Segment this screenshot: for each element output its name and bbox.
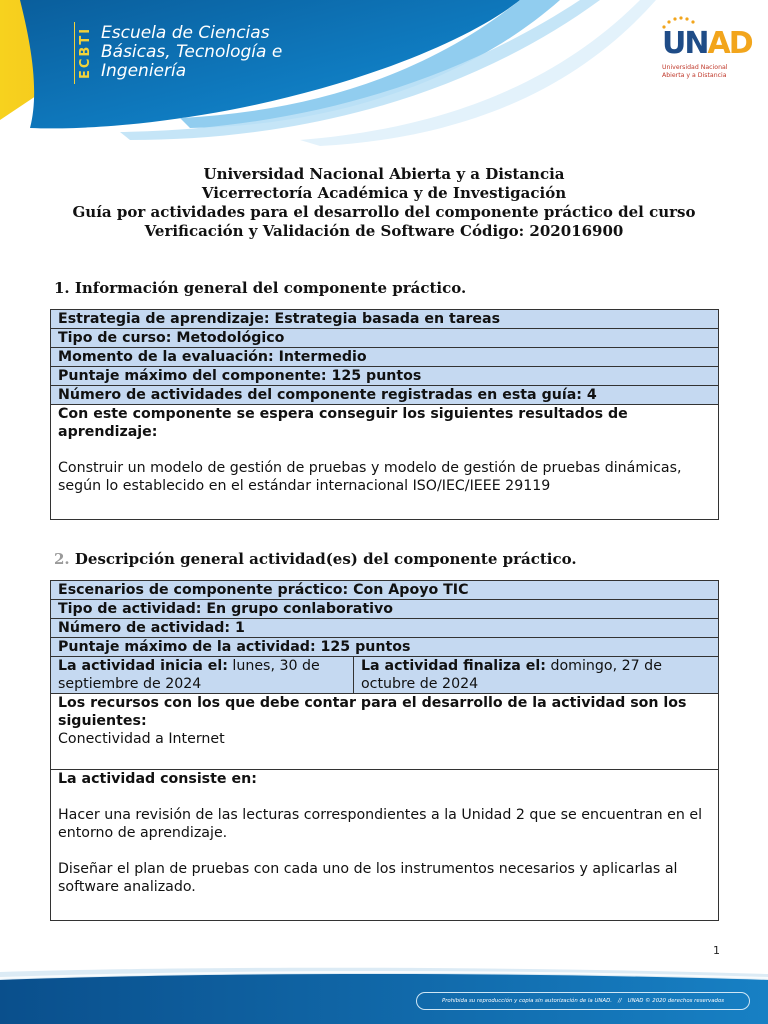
school-name <box>101 24 282 81</box>
section-number: 2. <box>54 550 70 568</box>
footer-copyright: UNAD © 2020 derechos reservados <box>627 998 725 1004</box>
activity-label: La actividad consiste en: <box>58 771 257 787</box>
activity-paragraph: Diseñar el plan de pruebas con cada uno de los instrumentos necesarios y aplicarlas al software analizado. <box>58 861 678 895</box>
footer-notice <box>416 992 750 1010</box>
school-name-line: Escuela de Ciencias <box>101 23 270 43</box>
header-banner <box>0 0 768 150</box>
table-cell: Estrategia de aprendizaje: Estrategia basada en tareas <box>51 310 719 329</box>
section-title: Descripción general actividad(es) del componente práctico. <box>74 550 577 568</box>
table-row <box>51 600 719 619</box>
table-row <box>51 581 719 600</box>
start-date-label: La actividad inicia el: <box>58 658 228 674</box>
title-line: Guía por actividades para el desarrollo del componente práctico del curso <box>72 203 696 221</box>
table-row <box>51 657 719 694</box>
learning-outcomes-label: Con este componente se espera conseguir los siguientes resultados de aprendizaje: <box>58 406 628 440</box>
table-row <box>51 386 719 405</box>
activity-paragraph: Hacer una revisión de las lecturas correspondientes a la Unidad 2 que se encuentran en el entorno de aprendizaje. <box>58 807 703 841</box>
resources-label: Los recursos con los que debe contar para el desarrollo de la actividad son los siguientes: <box>58 695 687 729</box>
learning-outcomes-text: Construir un modelo de gestión de pruebas y modelo de gestión de pruebas dinámicas, según lo establecido en el estándar internacional ISO/IEC/IEEE 29119 <box>58 460 682 494</box>
end-date-cell <box>354 657 719 694</box>
section-2-heading <box>54 550 577 568</box>
table-row <box>51 348 719 367</box>
document-title <box>40 165 728 241</box>
section-1-heading: 1. Información general del componente práctico. <box>54 279 467 297</box>
title-line: Verificación y Validación de Software Código: 202016900 <box>144 222 624 240</box>
school-name-line: Ingeniería <box>101 61 187 81</box>
end-date-value: domingo, 27 de octubre de 2024 <box>361 658 662 692</box>
table-cell: Escenarios de componente práctico: Con Apoyo TIC <box>51 581 719 600</box>
general-info-table <box>50 309 719 520</box>
table-cell: Número de actividades del componente registradas en esta guía: 4 <box>51 386 719 405</box>
table-row <box>51 310 719 329</box>
unad-logo <box>660 16 752 82</box>
table-cell: Tipo de actividad: En grupo conlaborativo <box>51 600 719 619</box>
activity-description-table <box>50 580 719 921</box>
table-row <box>51 770 719 921</box>
title-line: Vicerrectoría Académica y de Investigación <box>201 184 567 202</box>
table-row <box>51 367 719 386</box>
table-cell: Puntaje máximo del componente: 125 puntos <box>51 367 719 386</box>
activity-details-cell <box>51 770 719 921</box>
logo-subtitle: Universidad Nacional Abierta y a Distancia <box>662 64 728 79</box>
footer-notice-text: Prohibida su reproducción y copia sin autorización de la UNAD. <box>441 998 612 1004</box>
table-cell: Número de actividad: 1 <box>51 619 719 638</box>
resources-cell <box>51 694 719 770</box>
resources-value: Conectividad a Internet <box>58 731 225 747</box>
start-date-value: lunes, 30 de septiembre de 2024 <box>58 658 320 692</box>
table-cell: Tipo de curso: Metodológico <box>51 329 719 348</box>
learning-outcomes-cell <box>51 405 719 520</box>
start-date-cell <box>51 657 354 694</box>
end-date-label: La actividad finaliza el: <box>361 658 546 674</box>
table-row <box>51 694 719 770</box>
table-row <box>51 619 719 638</box>
footer-banner <box>0 964 768 1024</box>
table-cell: Puntaje máximo de la actividad: 125 puntos <box>51 638 719 657</box>
school-name-line: Básicas, Tecnología e <box>101 42 283 62</box>
footer-separator: // <box>617 998 622 1004</box>
ecbti-mark: ECBTI <box>74 22 96 84</box>
table-row <box>51 405 719 520</box>
logo-wordmark: UNAD <box>662 26 752 61</box>
table-row <box>51 638 719 657</box>
page-number: 1 <box>713 944 720 957</box>
table-row <box>51 329 719 348</box>
title-line: Universidad Nacional Abierta y a Distancia <box>203 165 565 183</box>
table-cell: Momento de la evaluación: Intermedio <box>51 348 719 367</box>
